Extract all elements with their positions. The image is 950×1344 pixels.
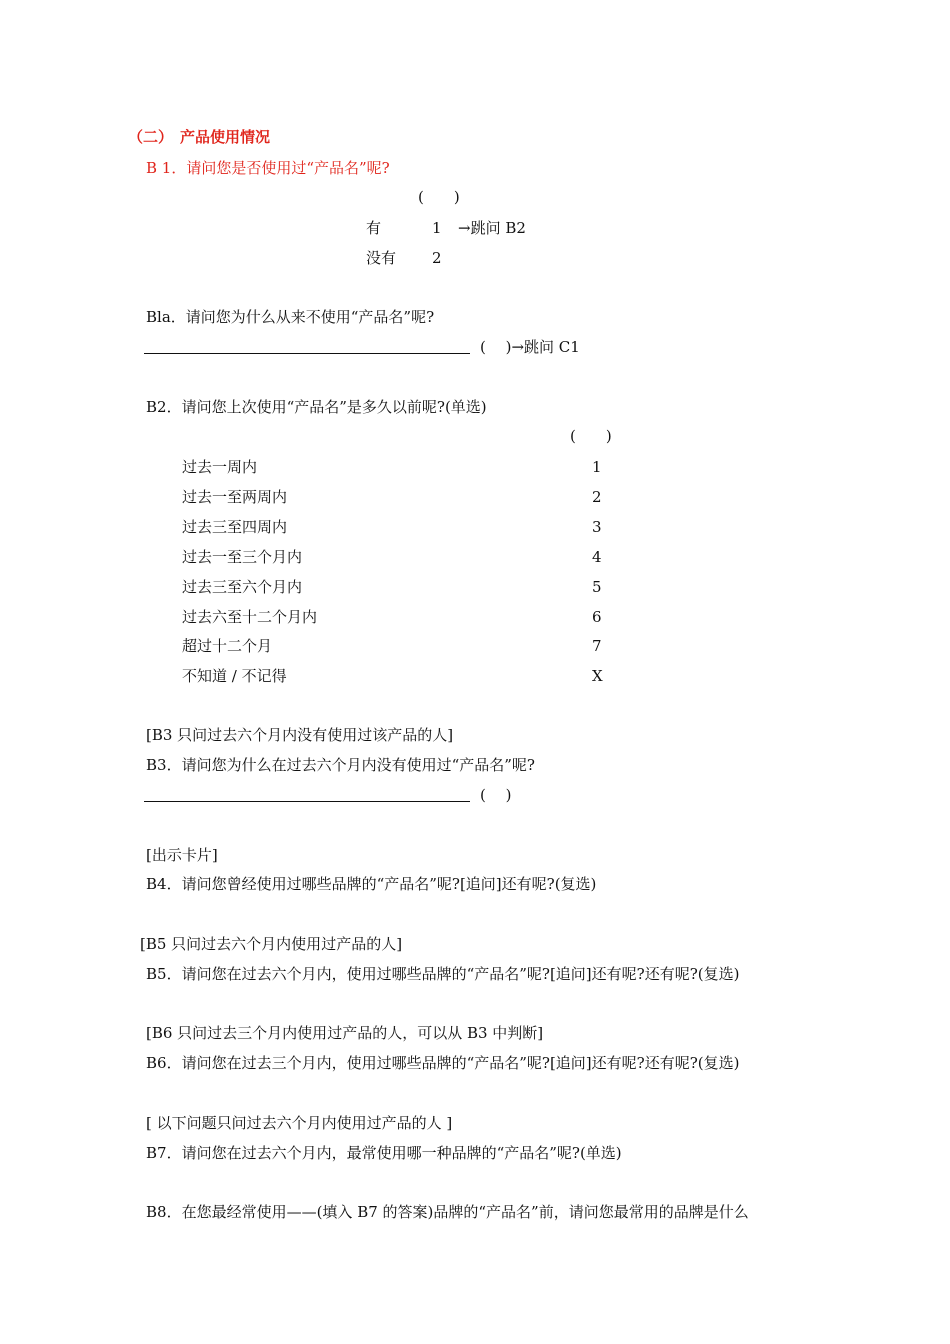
question-b4: B4．请问您曾经使用过哪些品牌的“产品名”呢?[追问]还有呢?(复选) <box>146 875 597 893</box>
question-b1: B 1．请问您是否使用过“产品名”呢? <box>146 159 390 177</box>
option-label: 过去三至六个月内 <box>182 578 303 596</box>
section-title: 产品使用情况 <box>180 128 271 146</box>
question-b5: B5．请问您在过去六个月内，使用过哪些品牌的“产品名”呢?[追问]还有呢?还有呢?(复选) <box>146 965 740 983</box>
section-number: （二） <box>128 128 174 146</box>
option-label: 过去一至三个月内 <box>182 548 303 566</box>
answer-paren-b1a: ( )→跳问 C1 <box>480 338 580 356</box>
option-label: 超过十二个月 <box>182 637 273 655</box>
skip-instruction: →跳问 B2 <box>458 219 526 237</box>
option-code: 4 <box>592 548 602 566</box>
option-label: 过去一周内 <box>182 458 258 476</box>
question-b8: B8．在您最经常使用——(填入 B7 的答案)品牌的“产品名”前，请问您最常用的品牌是什么 <box>146 1203 749 1221</box>
question-b3: B3．请问您为什么在过去六个月内没有使用过“产品名”呢? <box>146 756 535 774</box>
note-b4: [出示卡片] <box>146 846 218 864</box>
question-b7: B7．请问您在过去六个月内，最常使用哪一种品牌的“产品名”呢?(单选) <box>146 1144 622 1162</box>
option-label: 过去三至四周内 <box>182 518 288 536</box>
question-b2: B2．请问您上次使用“产品名”是多久以前呢?(单选) <box>146 398 487 416</box>
answer-paren-b1: ( ) <box>418 188 460 206</box>
option-label: 没有 <box>366 249 397 267</box>
option-code: 5 <box>592 578 602 596</box>
answer-line-b3[interactable] <box>144 801 470 802</box>
note-b3: [B3 只问过去六个月内没有使用过该产品的人] <box>146 726 454 744</box>
option-code: X <box>592 667 603 685</box>
option-label: 过去六至十二个月内 <box>182 608 318 626</box>
answer-line-b1a[interactable] <box>144 353 470 354</box>
option-label: 过去一至两周内 <box>182 488 288 506</box>
option-label: 不知道 / 不记得 <box>182 667 287 685</box>
question-b6: B6．请问您在过去三个月内，使用过哪些品牌的“产品名”呢?[追问]还有呢?还有呢?(复选) <box>146 1054 740 1072</box>
note-b7: [ 以下问题只问过去六个月内使用过产品的人 ] <box>146 1114 453 1132</box>
option-code: 7 <box>592 637 602 655</box>
option-code: 1 <box>592 458 602 476</box>
option-label: 有 <box>366 219 382 237</box>
option-code: 6 <box>592 608 602 626</box>
option-code: 3 <box>592 518 602 536</box>
answer-paren-b3: ( ) <box>480 786 512 804</box>
option-code: 2 <box>592 488 602 506</box>
note-b6: [B6 只问过去三个月内使用过产品的人，可以从 B3 中判断] <box>146 1024 544 1042</box>
answer-paren-b2: ( ) <box>570 427 612 445</box>
option-code: 2 <box>432 249 442 267</box>
question-b1a: Bla．请问您为什么从来不使用“产品名”呢? <box>146 308 435 326</box>
note-b5: [B5 只问过去六个月内使用过产品的人] <box>140 935 403 953</box>
option-code: 1 <box>432 219 442 237</box>
